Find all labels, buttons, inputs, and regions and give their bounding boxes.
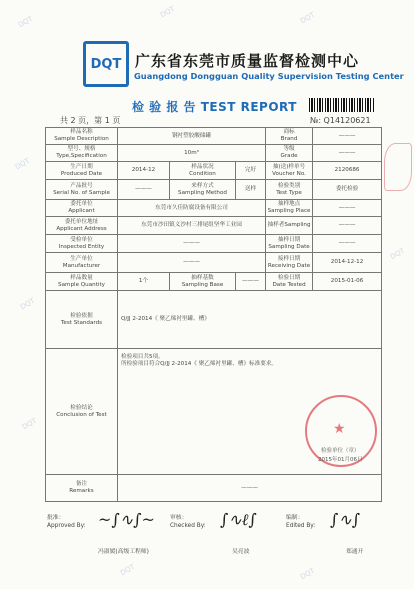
label-cell: 来样方式 Sampling Method	[170, 180, 236, 200]
label-cell: 样品数量 Sample Quantity	[46, 273, 118, 291]
label-cell: 抽(送)样单号 Voucher No.	[266, 162, 313, 180]
label-cell: 备注 Remarks	[46, 475, 118, 502]
table-row	[46, 291, 382, 349]
test-standards-value: Q/JJ 2-2014《 聚乙烯衬里罐、槽》	[118, 291, 382, 349]
applicant-address-value: 东莞市沙田镇义沙村三排尾组坚华工业园	[118, 217, 266, 235]
checked-label: 审核： Checked By:	[170, 515, 206, 529]
watermark: DQT	[389, 246, 407, 262]
issue-unit: 检验单位（章）	[320, 448, 360, 454]
voucher-no-value: 2120686	[313, 162, 382, 180]
checked-name: 吴亮波	[232, 549, 250, 555]
label-cell: 样品状况 Condition	[170, 162, 236, 180]
page-info: 共 2 页，第 1 页	[60, 116, 121, 125]
edited-name: 郑通开	[346, 549, 364, 555]
inspected-entity-value: ———	[118, 235, 266, 253]
label-cell: 生产单位 Manufacturer	[46, 253, 118, 273]
produced-date-value: 2014-12	[118, 162, 170, 180]
label-cell: 商标 Brand	[266, 128, 313, 145]
label-cell: 接样日期 Receiving Date	[266, 253, 313, 273]
watermark: DQT	[14, 156, 32, 172]
org-name-en: Guangdong Dongguan Quality Supervision Testing Center	[134, 71, 404, 81]
watermark: DQT	[119, 562, 137, 578]
checked-signature-icon: ∫∿ℓ∫	[220, 510, 257, 529]
sampling-place-value: ———	[313, 200, 382, 217]
watermark: DQT	[299, 566, 317, 582]
approved-signature-icon: ~∫∿∫~	[98, 510, 155, 529]
edited-signature-icon: ∫∿∫	[330, 510, 361, 529]
watermark: DQT	[17, 14, 35, 30]
sampling-base-value: ———	[236, 273, 266, 291]
label-cell: 等级 Grade	[266, 145, 313, 162]
label-cell: 抽样日期 Sampling Date	[266, 235, 313, 253]
type-spec-value: 10m³	[118, 145, 266, 162]
sampler-value: ———	[313, 217, 382, 235]
label-cell: 抽样地点 Sampling Place	[266, 200, 313, 217]
watermark: DQT	[19, 296, 37, 312]
report-table	[45, 127, 382, 502]
table-row	[46, 200, 382, 217]
approved-label: 批准： Approved By:	[47, 515, 86, 529]
label-cell: 抽样基数 Sampling Base	[170, 273, 236, 291]
table-row	[46, 253, 382, 273]
table-row	[46, 180, 382, 200]
table-row	[46, 128, 382, 145]
label-cell: 型号、规格 Type,Specification	[46, 145, 118, 162]
watermark: DQT	[299, 10, 317, 26]
approved-name: 冯淑媛(高级工程师)	[98, 549, 149, 555]
watermark: DQT	[21, 416, 39, 432]
applicant-value: 东莞市久佳防腐设备有限公司	[118, 200, 266, 217]
sample-description-value: 钢衬塑胶酸储罐	[118, 128, 266, 145]
label-cell: 检验日期 Date Tested	[266, 273, 313, 291]
label-cell: 生产日期 Produced Date	[46, 162, 118, 180]
barcode-icon	[309, 98, 375, 112]
label-cell: 检验依据 Test Standards	[46, 291, 118, 349]
issue-block	[318, 447, 363, 465]
official-seal-icon: ★	[305, 395, 377, 467]
red-ink-mark	[384, 143, 412, 191]
table-row	[46, 475, 382, 502]
sampler-label: 抽样者Sampling	[266, 217, 313, 235]
label-cell: 检验类别 Test Type	[266, 180, 313, 200]
conclusion-line: 所检验项目符合Q/JJ 2-2014《 聚乙烯衬里罐、槽》标准要求。	[121, 360, 278, 367]
label-cell: 受检单位 Inspected Entity	[46, 235, 118, 253]
label-cell: 委托单位 Applicant	[46, 200, 118, 217]
org-name-cn: 广东省东莞市质量监督检测中心	[135, 52, 360, 70]
serial-no-value: ———	[118, 180, 170, 200]
receiving-date-value: 2014-12-12	[313, 253, 382, 273]
report-number: №: Q14120621	[310, 116, 371, 125]
condition-value: 完好	[236, 162, 266, 180]
table-row	[46, 273, 382, 291]
table-row	[46, 235, 382, 253]
table-row	[46, 162, 382, 180]
conclusion-line: 检验项目共5项。	[121, 354, 164, 360]
sampling-method-value: 送样	[236, 180, 266, 200]
test-type-value: 委托检验	[313, 180, 382, 200]
manufacturer-value: ———	[118, 253, 266, 273]
label-cell: 检验结论 Conclusion of Test	[46, 349, 118, 475]
sampling-date-value: ———	[313, 235, 382, 253]
edited-label: 编制： Edited By:	[286, 515, 316, 529]
issue-date: 2015年01月06日	[318, 456, 363, 463]
watermark: DQT	[159, 4, 177, 20]
label-cell: 样品名称 Sample Description	[46, 128, 118, 145]
label-cell: 委托单位地址 Applicant Address	[46, 217, 118, 235]
label-cell: 产品批号 Serial No. of Sample	[46, 180, 118, 200]
date-tested-value: 2015-01-06	[313, 273, 382, 291]
remarks-value: ———	[118, 475, 382, 502]
dqt-logo-icon: DQT	[83, 41, 129, 87]
table-row	[46, 217, 382, 235]
report-title: 检 验 报 告 TEST REPORT	[132, 100, 297, 114]
brand-value: ———	[313, 128, 382, 145]
sample-quantity-value: 1个	[118, 273, 170, 291]
grade-value: ———	[313, 145, 382, 162]
table-row	[46, 145, 382, 162]
